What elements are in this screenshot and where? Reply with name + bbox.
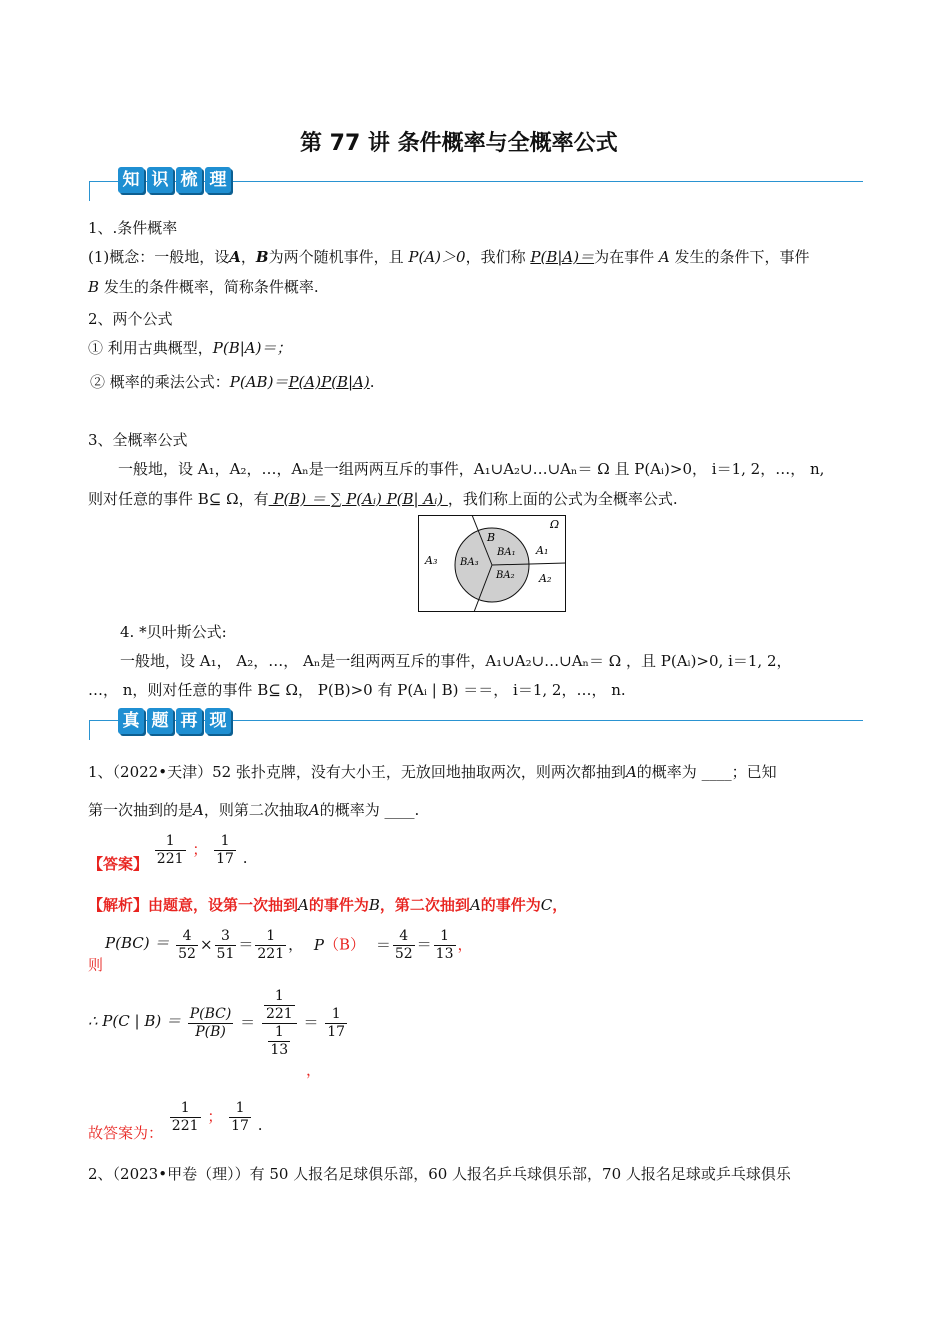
paragraph-line: ② 概率的乘法公式：P(AB)＝P(A)P(B|A). [90,373,375,391]
paragraph-line: 一般地，设 A₁， A₂，…， Aₙ是一组两两互斥的事件，A₁∪A₂∪…∪Aₙ＝ Ω ，且 P(Aᵢ)>0, i＝1, 2， [120,652,792,670]
answer-line: 【答案】 $\frac{1}{221}$ ； $\frac{1}{17}$ . [88,833,248,873]
paragraph-line: B 发生的条件概率，简称条件概率. [88,278,319,296]
section-heading: 4. *贝叶斯公式: [120,623,227,641]
final-answer-line: 故答案为： $\frac{1}{221}$ ； $\frac{1}{17}$ . [88,1100,263,1142]
omega-label: Ω [550,518,560,531]
ba3-label: BA₃ [460,557,479,568]
question-line: 1、（2022•天津）52 张扑克牌，没有大小王，无放回地抽取两次，则两次都抽到A的概率为 ____；已知 [88,763,777,781]
equation-2-end: ， [306,1061,322,1079]
header-tile: 梳 [176,167,202,193]
total-probability-diagram [418,515,566,612]
paragraph-line: (1)概念：一般地，设A，B为两个随机事件，且 P(A)＞0，我们称 P(B|A)＝为在事件 A 发生的条件下，事件 [88,248,810,266]
a3-label: A₃ [425,554,438,567]
paragraph-line: ① 利用古典概型，P(B|A)＝； [88,339,292,357]
header-tile: 理 [205,167,231,193]
paragraph-line: 一般地，设 A₁，A₂，…，Aₙ是一组两两互斥的事件，A₁∪A₂∪…∪Aₙ＝ Ω 且 P(Aᵢ)>0， i＝1, 2，…， n, [118,460,825,478]
then-label: 则 [88,956,104,974]
ba2-label: BA₂ [496,570,515,581]
section-heading: 1、.条件概率 [88,219,178,237]
equation-2: ∴ P(C | B) ＝ $\frac{P(BC)}{P(B)}$ ＝ $\frac{\frac{1}{221}}{\frac{1}{13}}$ ＝ $\frac{1}{17}$ [88,988,346,1058]
equation-1: P(BC) ＝ $\frac{4}{52}$ × $\frac{3}{51}$ ＝ $\frac{1}{221}$ ， P（B） ＝ $\frac{4}{52}$ ＝ $\frac{1}{13}$ ， [105,928,473,962]
section-heading: 2、两个公式 [88,310,173,328]
paragraph-line: 则对任意的事件 B⊆ Ω，有 P(B) ＝ ∑ P(Aᵢ) P(B| Aᵢ) ，我们称上面的公式为全概率公式. [88,490,678,508]
header-tile: 现 [205,708,231,734]
section-heading: 3、全概率公式 [88,431,188,449]
header-tile: 题 [147,708,173,734]
a1-label: A₁ [536,544,549,557]
header-tile: 再 [176,708,202,734]
paragraph-line: …， n，则对任意的事件 B⊆ Ω， P(B)>0 有 P(Aᵢ | B) ＝＝， i＝1, 2，…， n. [88,681,626,699]
header-tile: 真 [118,708,144,734]
header-tile: 识 [147,167,173,193]
b-label: B [487,531,496,544]
page-title: 第 77 讲 条件概率与全概率公式 [300,131,618,156]
header-tile: 知 [118,167,144,193]
ba1-label: BA₁ [497,547,516,558]
a2-label: A₂ [539,572,552,585]
question-line: 2、（2023•甲卷（理））有 50 人报名足球俱乐部，60 人报名乒乓球俱乐部，70 人报名足球或乒乓球俱乐 [88,1165,791,1183]
question-line: 第一次抽到的是A，则第二次抽取A的概率为 ____. [88,801,420,819]
analysis-line: 【解析】由题意，设第一次抽到A的事件为B，第二次抽到A的事件为C， [88,896,568,914]
